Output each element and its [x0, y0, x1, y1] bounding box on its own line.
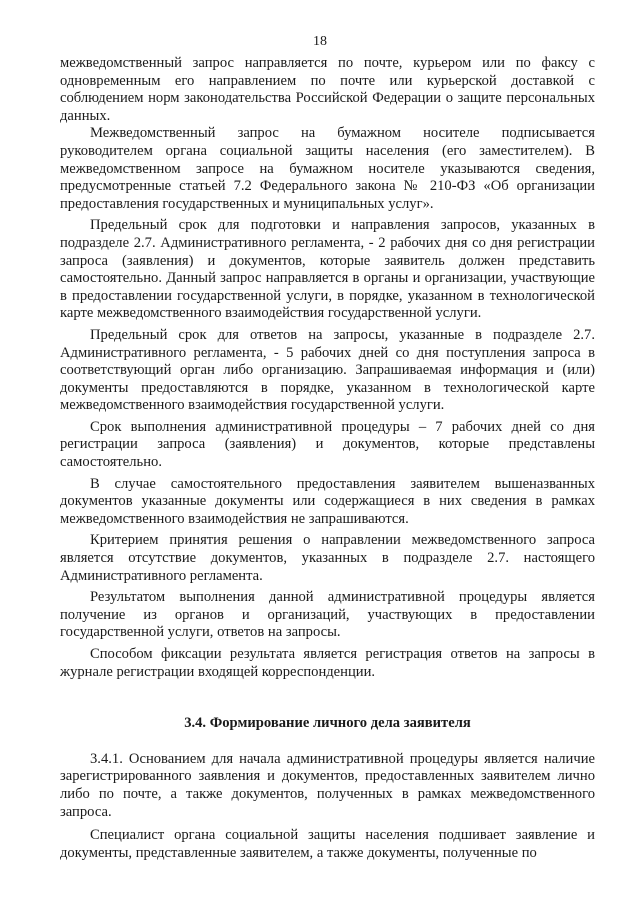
paragraph: Результатом выполнения данной административной процедуры является получение из органов и организаций, участвующих в предоставлении государственной услуги, ответов на запросы.: [60, 589, 595, 641]
paragraph: Критерием принятия решения о направлении межведомственного запроса является отсутствие документов, указанных в подразделе 2.7. настоящего Административного регламента.: [60, 532, 595, 584]
paragraph: 3.4.1. Основанием для начала административной процедуры является наличие зарегистрированного заявления и документов, предоставленных заявителем лично либо по почте, а также документов, полученных в рамках межведомственного запроса.: [60, 750, 595, 820]
paragraph: В случае самостоятельного предоставления заявителем вышеназванных документов указанные документы или содержащиеся в них сведения в рамках межведомственного взаимодействия не запрашиваются.: [60, 475, 595, 527]
paragraph: межведомственный запрос направляется по почте, курьером или по факсу с одновременным его направлением по почте или курьерской доставкой с соблюдением норм законодательства Российской Федерации о защите персональных данных.: [60, 55, 595, 124]
paragraph: Способом фиксации результата является регистрация ответов на запросы в журнале регистрации входящей корреспонденции.: [60, 646, 595, 680]
body-text: [60, 55, 595, 862]
paragraph: Специалист органа социальной защиты населения подшивает заявление и документы, представленные заявителем, а также документы, полученные по: [60, 827, 595, 861]
paragraph: Срок выполнения административной процедуры – 7 рабочих дней со дня регистрации запроса (заявления) и документов, которые представлены самостоятельно.: [60, 418, 595, 471]
paragraph: Предельный срок для подготовки и направления запросов, указанных в подразделе 2.7. Административного регламента, - 2 рабочих дня со дня регистрации запроса (заявления) и документов, которые заявитель должен представить самостоятельно. Данный запрос направляется в органы и организации, участвующие в предоставлении государственной услуги, в порядке, указанном в технологической карте межведомственного взаимодействия государственной услуги.: [60, 217, 595, 322]
section-heading: 3.4. Формирование личного дела заявителя: [184, 715, 471, 732]
paragraph: Предельный срок для ответов на запросы, указанные в подразделе 2.7. Административного регламента, - 5 рабочих дней со дня поступления запроса в соответствующий орган либо организацию. Запрашиваемая информация и (или) документы предоставляются в порядке, указанном в технологической карте межведомственного взаимодействия государственной услуги.: [60, 326, 595, 414]
page-number: 18: [313, 34, 327, 49]
paragraph: Межведомственный запрос на бумажном носителе подписывается руководителем органа социальной защиты населения (его заместителем). В межведомственном запросе на бумажном носителе указываются сведения, предусмотренные статьей 7.2 Федерального закона № 210-ФЗ «Об организации предоставления государственных и муниципальных услуг».: [60, 125, 595, 212]
